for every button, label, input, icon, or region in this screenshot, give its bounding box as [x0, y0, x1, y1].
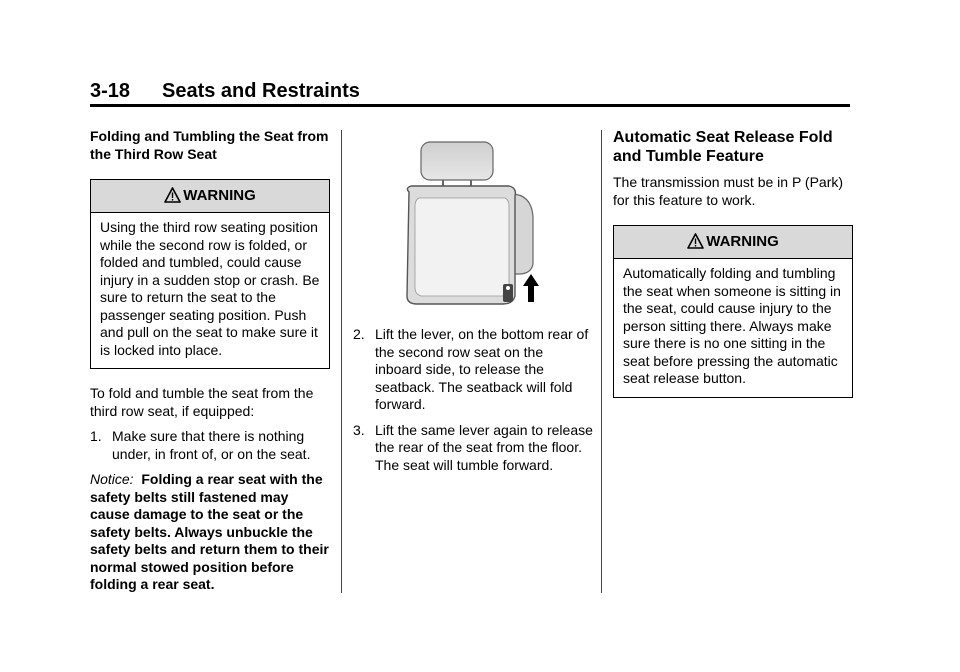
column-2	[353, 136, 593, 474]
notice-label: Notice:	[90, 471, 134, 487]
step-text: Lift the lever, on the bottom rear of the second row seat on the inboard side, to release the seatback. The seatback will fold forward.	[375, 326, 589, 412]
page-header	[90, 80, 360, 103]
step-text: Lift the same lever again to release the rear of the seat from the floor. The seat will tumble forward.	[375, 421, 593, 473]
warning-triangle-icon	[687, 229, 704, 261]
warning-box	[613, 225, 853, 398]
column-1	[90, 128, 330, 594]
page-number: 3-18	[90, 80, 131, 102]
step-1	[90, 428, 330, 463]
intro-text: The transmission must be in P (Park) for this feature to work.	[613, 174, 844, 208]
section-heading: Automatic Seat Release Fold and Tumble Feature	[613, 129, 833, 165]
column-divider	[601, 130, 602, 593]
seat-illustration	[353, 136, 593, 316]
warning-title: WARNING	[183, 187, 256, 204]
warning-title: WARNING	[706, 233, 779, 250]
warning-text: Automatically folding and tumbling the seat when someone is sitting in the seat, could cause injury to the person sitting there. Always make sure there is no one sitting in the seat before pressing the automatic seat release button.	[623, 265, 841, 386]
warning-text: Using the third row seating position while the second row is folded, or folded and tumbled, could cause injury in a sudden stop or crash. Be sure to return the seat to the passenger seating position. Push and pull on the seat to make sure it is locked into place.	[100, 219, 320, 358]
notice	[90, 471, 330, 594]
subheading: Folding and Tumbling the Seat from the Third Row Seat	[90, 128, 329, 162]
step-number: 1.	[90, 428, 102, 444]
step-number: 2.	[353, 326, 365, 342]
intro-text: To fold and tumble the seat from the third row seat, if equipped:	[90, 385, 314, 419]
warning-box	[90, 179, 330, 369]
step-number: 3.	[353, 421, 365, 438]
notice-text: Folding a rear seat with the safety belts still fastened may cause damage to the seat or the safety belts. Always unbuckle the safety belts and return them to their normal stowed position before folding a rear seat.	[90, 471, 329, 592]
header-rule	[90, 104, 850, 107]
step-3	[353, 422, 593, 475]
warning-header	[91, 180, 329, 213]
column-divider	[341, 130, 342, 593]
section-title: Seats and Restraints	[162, 80, 360, 102]
step-text: Make sure that there is nothing under, in front of, or on the seat.	[112, 428, 311, 462]
warning-triangle-icon	[164, 183, 181, 215]
warning-header	[614, 226, 852, 259]
step-2	[353, 326, 593, 414]
column-3	[613, 128, 853, 398]
